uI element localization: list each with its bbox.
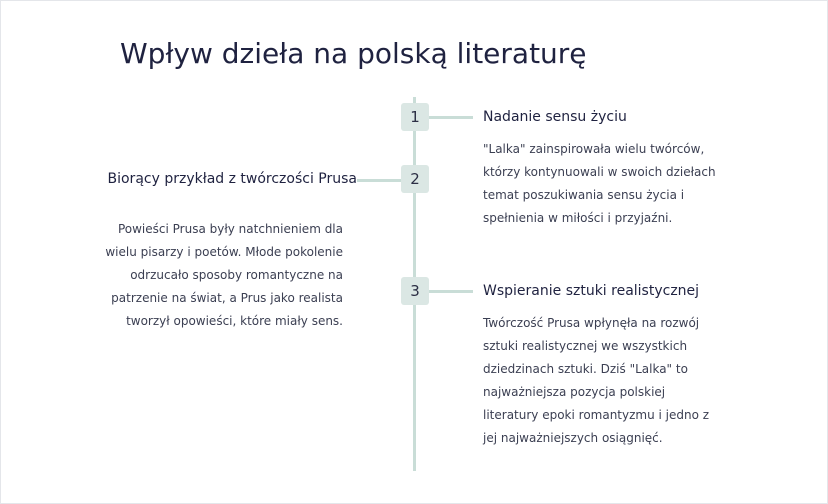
timeline-marker-3: 3	[401, 277, 429, 305]
slide-title: Wpływ dzieła na polską literaturę	[120, 37, 587, 70]
connector-3	[429, 290, 473, 293]
item-2-heading: Biorący przykład z twórczości Prusa	[107, 171, 357, 187]
timeline-marker-1: 1	[401, 103, 429, 131]
connector-1	[429, 116, 473, 119]
item-3-heading: Wspieranie sztuki realistycznej	[483, 283, 700, 299]
item-1-body: "Lalka" zainspirowała wielu twórców, którzy kontynuowali w swoich dziełach temat poszukiwania sensu życia i spełnienia w miłości i przyjaźni.	[483, 142, 716, 225]
item-2-body: Powieści Prusa były natchnieniem dla wielu pisarzy i poetów. Młode pokolenie odrzucało sposoby romantyczne na patrzenie na świat, a Prus jako realista tworzył opowieści, które miały sens.	[105, 222, 343, 328]
timeline-marker-2: 2	[401, 165, 429, 193]
item-3-body: Twórczość Prusa wpłynęła na rozwój sztuki realistycznej we wszystkich dziedzinach sztuki. Dziś "Lalka" to najważniejsza pozycja polskiej literatury epoki romantyzmu i jedno z jej najważniejszych osiągnięć.	[483, 316, 710, 445]
item-1-heading: Nadanie sensu życiu	[483, 109, 627, 125]
connector-2	[357, 179, 401, 182]
